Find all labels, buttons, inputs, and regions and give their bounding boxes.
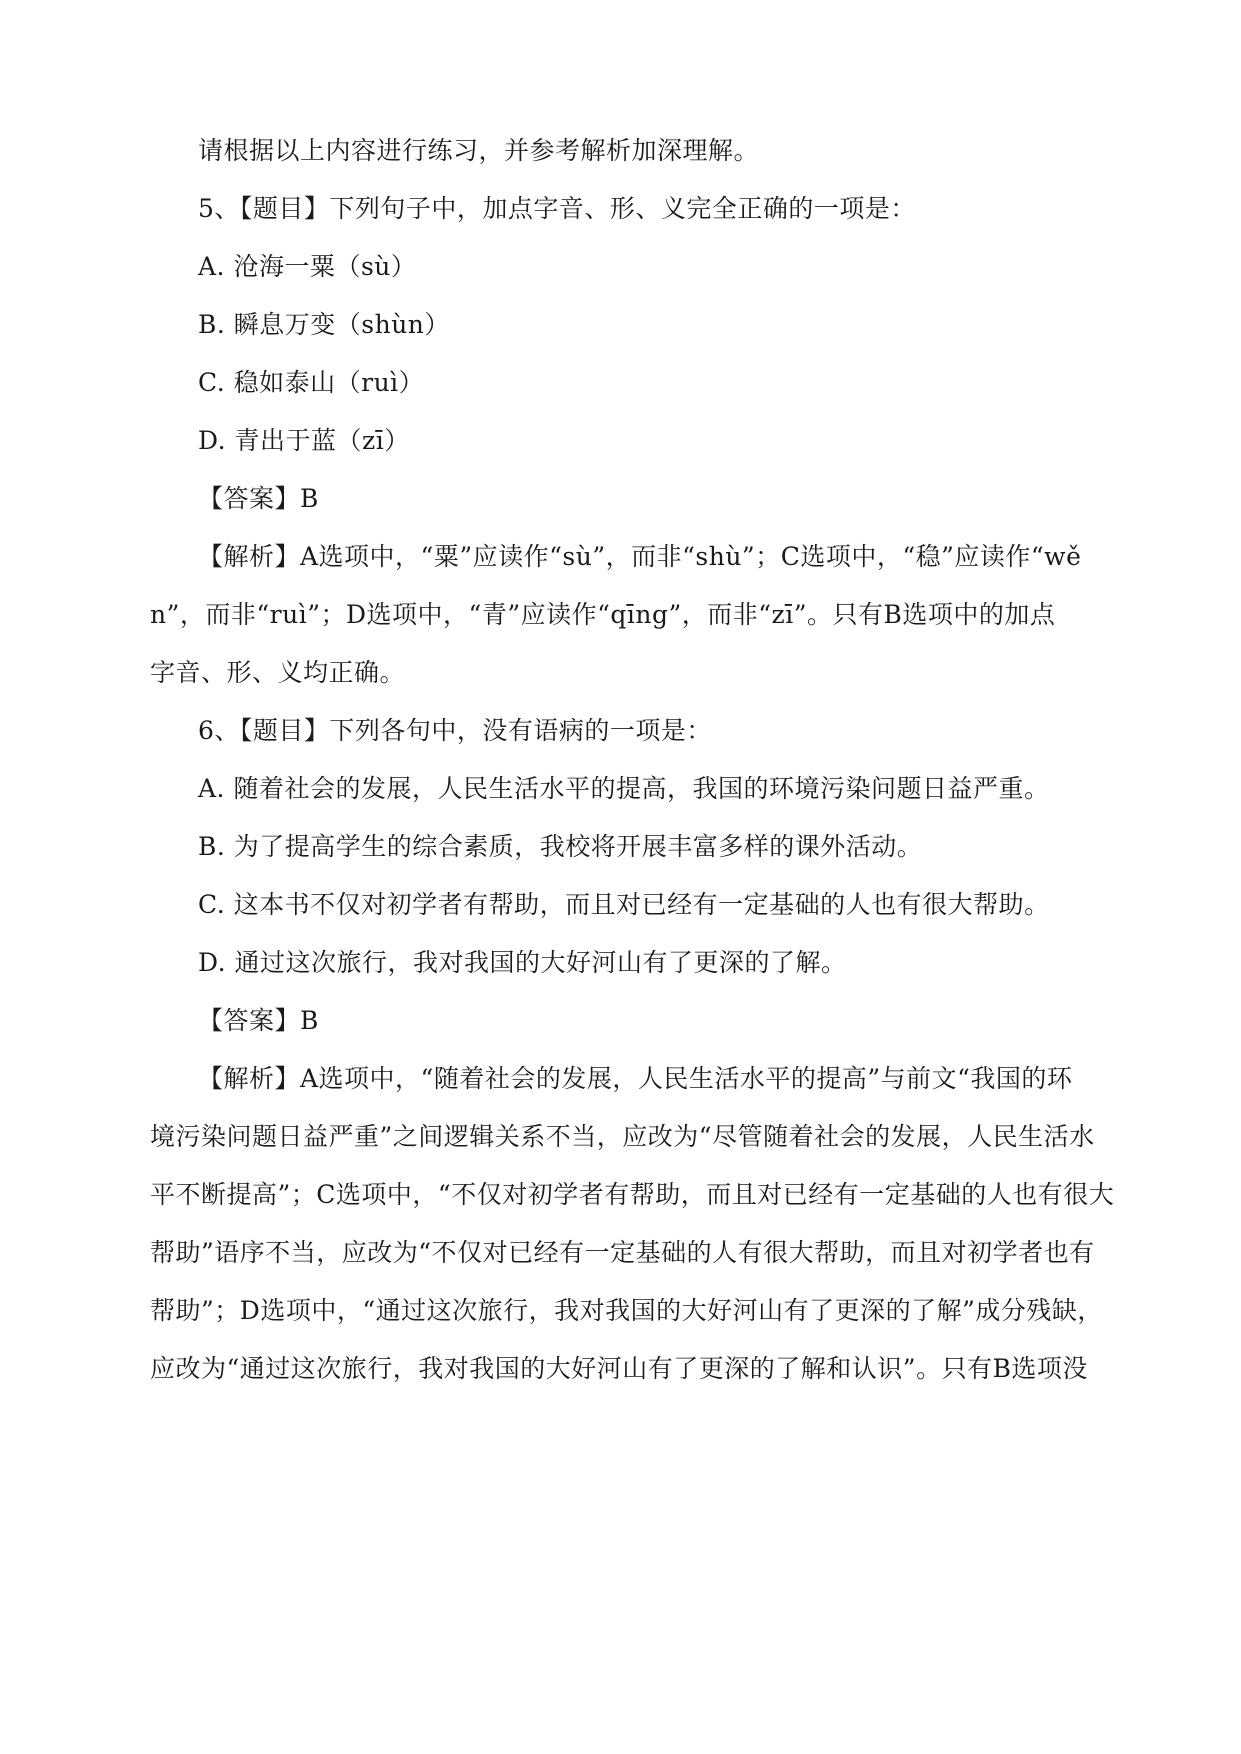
q6-analysis-line-4: 帮助”语序不当，应改为“不仅对已经有一定基础的人有很大帮助，而且对初学者也有 [150, 1238, 1095, 1267]
q6-analysis-line-3: 平不断提高”；C选项中，“不仅对初学者有帮助，而且对已经有一定基础的人也有很大 [150, 1180, 1115, 1209]
question-6: 6、【题目】下列各句中，没有语病的一项是： [198, 716, 712, 745]
question-5: 5、【题目】下列句子中，加点字音、形、义完全正确的一项是： [198, 194, 916, 223]
q5-option-c: C. 稳如泰山（ruì） [198, 368, 425, 397]
q6-analysis-line-5: 帮助”；D选项中，“通过这次旅行，我对我国的大好河山有了更深的了解”成分残缺， [150, 1296, 1103, 1325]
q5-option-d: D. 青出于蓝（zī） [198, 426, 410, 455]
q6-analysis-line-2: 境污染问题日益严重”之间逻辑关系不当，应改为“尽管随着社会的发展，人民生活水 [150, 1122, 1095, 1151]
q6-option-b: B. 为了提高学生的综合素质，我校将开展丰富多样的课外活动。 [198, 832, 923, 861]
q5-answer: 【答案】B [198, 484, 319, 513]
q6-option-c: C. 这本书不仅对初学者有帮助，而且对已经有一定基础的人也有很大帮助。 [198, 890, 1050, 919]
q5-analysis-line-1: 【解析】A选项中，“粟”应读作“sù”，而非“shù”；C选项中，“稳”应读作“wě [198, 542, 1082, 571]
q6-analysis-line-6: 应改为“通过这次旅行，我对我国的大好河山有了更深的了解和认识”。只有B选项没 [150, 1354, 1088, 1383]
q5-analysis-line-2: n”，而非“ruì”；D选项中，“青”应读作“qīng”，而非“zī”。只有B选项中的加点 [150, 600, 1056, 629]
q6-option-d: D. 通过这次旅行，我对我国的大好河山有了更深的了解。 [198, 948, 847, 977]
intro-text: 请根据以上内容进行练习，并参考解析加深理解。 [198, 136, 760, 165]
q5-option-a: A. 沧海一粟（sù） [198, 252, 417, 281]
q5-analysis-line-3: 字音、形、义均正确。 [150, 658, 406, 687]
q5-option-b: B. 瞬息万变（shùn） [198, 310, 450, 339]
q6-option-a: A. 随着社会的发展，人民生活水平的提高，我国的环境污染问题日益严重。 [198, 774, 1050, 803]
q6-answer: 【答案】B [198, 1006, 319, 1035]
q6-analysis-line-1: 【解析】A选项中，“随着社会的发展，人民生活水平的提高”与前文“我国的环 [198, 1064, 1073, 1093]
